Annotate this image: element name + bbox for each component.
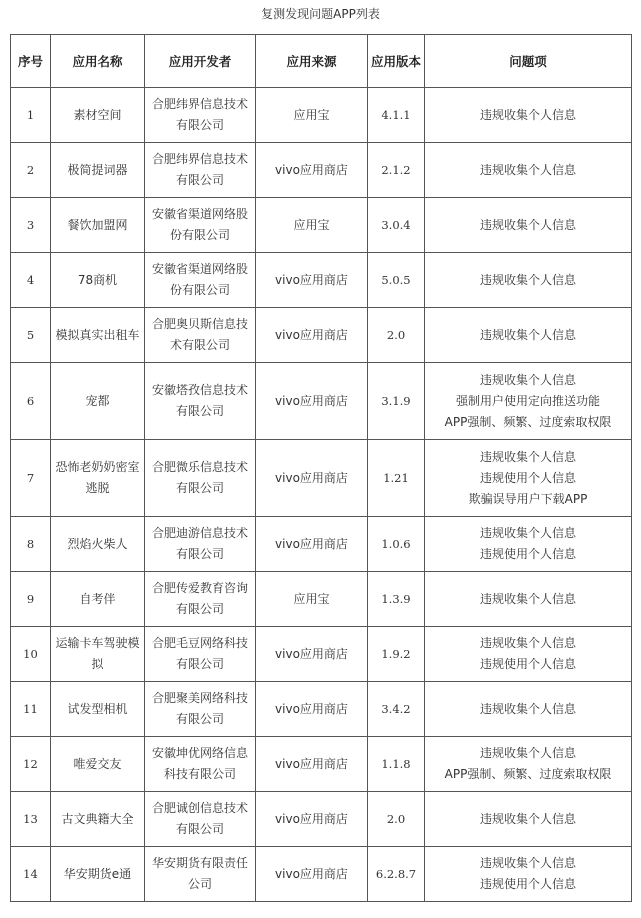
table-header-row <box>11 35 632 88</box>
cell-source: vivo应用商店 <box>256 682 368 737</box>
cell-no: 8 <box>11 517 51 572</box>
header-developer: 应用开发者 <box>145 35 256 88</box>
cell-source: vivo应用商店 <box>256 363 368 440</box>
cell-issues <box>425 440 632 517</box>
cell-no: 12 <box>11 737 51 792</box>
cell-source: vivo应用商店 <box>256 308 368 363</box>
cell-version: 6.2.8.7 <box>368 847 425 902</box>
cell-source: vivo应用商店 <box>256 847 368 902</box>
issue-item: 违规收集个人信息 <box>479 811 576 826</box>
cell-app-name: 模拟真实出租车 <box>51 308 145 363</box>
cell-no: 2 <box>11 143 51 198</box>
cell-developer: 安徽省渠道网络股份有限公司 <box>145 253 256 308</box>
table-row <box>11 792 632 847</box>
cell-issues <box>425 363 632 440</box>
issue-item: 违规收集个人信息 <box>479 217 576 232</box>
cell-no: 13 <box>11 792 51 847</box>
cell-source: vivo应用商店 <box>256 792 368 847</box>
table-row <box>11 440 632 517</box>
cell-issues <box>425 792 632 847</box>
cell-developer: 合肥微乐信息技术有限公司 <box>145 440 256 517</box>
cell-issues <box>425 572 632 627</box>
cell-no: 3 <box>11 198 51 253</box>
cell-version: 2.0 <box>368 308 425 363</box>
cell-app-name: 华安期货e通 <box>51 847 145 902</box>
cell-developer: 安徽塔孜信息技术有限公司 <box>145 363 256 440</box>
cell-developer: 安徽坤优网络信息科技有限公司 <box>145 737 256 792</box>
cell-source: vivo应用商店 <box>256 627 368 682</box>
issue-item: APP强制、频繁、过度索取权限 <box>444 414 612 429</box>
cell-source: vivo应用商店 <box>256 737 368 792</box>
issue-item: 违规收集个人信息 <box>479 591 576 606</box>
cell-version: 3.1.9 <box>368 363 425 440</box>
page-title: 复测发现问题APP列表 <box>261 7 380 21</box>
cell-issues <box>425 143 632 198</box>
issue-item: 违规收集个人信息 <box>479 526 576 540</box>
issue-item: 违规收集个人信息 <box>479 856 576 870</box>
cell-issues <box>425 198 632 253</box>
issue-item: 违规收集个人信息 <box>479 449 576 464</box>
header-no: 序号 <box>11 35 51 88</box>
cell-developer: 合肥纬界信息技术有限公司 <box>145 88 256 143</box>
table-row <box>11 682 632 737</box>
cell-source: 应用宝 <box>256 88 368 143</box>
cell-issues <box>425 737 632 792</box>
header-app-name: 应用名称 <box>51 35 145 88</box>
cell-developer: 安徽省渠道网络股份有限公司 <box>145 198 256 253</box>
cell-app-name: 宠都 <box>51 363 145 440</box>
cell-app-name: 78商机 <box>51 253 145 308</box>
issue-item: 违规收集个人信息 <box>479 701 576 716</box>
issue-item: 违规使用个人信息 <box>479 547 576 561</box>
issue-item: 强制用户使用定向推送功能 <box>455 393 600 408</box>
cell-issues <box>425 847 632 902</box>
cell-issues <box>425 682 632 737</box>
cell-source: 应用宝 <box>256 572 368 627</box>
table-row <box>11 517 632 572</box>
table-row <box>11 737 632 792</box>
cell-no: 10 <box>11 627 51 682</box>
app-list-table <box>10 34 632 902</box>
cell-source: vivo应用商店 <box>256 440 368 517</box>
issue-item: 违规收集个人信息 <box>479 372 576 387</box>
cell-issues <box>425 88 632 143</box>
header-source: 应用来源 <box>256 35 368 88</box>
cell-issues <box>425 253 632 308</box>
issue-item: 违规收集个人信息 <box>479 636 576 650</box>
cell-source: 应用宝 <box>256 198 368 253</box>
issue-item: 违规使用个人信息 <box>479 470 576 485</box>
table-row <box>11 198 632 253</box>
cell-version: 1.9.2 <box>368 627 425 682</box>
cell-developer: 华安期货有限责任公司 <box>145 847 256 902</box>
cell-version: 2.0 <box>368 792 425 847</box>
cell-app-name: 唯爱交友 <box>51 737 145 792</box>
cell-developer: 合肥奥贝斯信息技术有限公司 <box>145 308 256 363</box>
cell-version: 3.0.4 <box>368 198 425 253</box>
cell-developer: 合肥传爱教育咨询有限公司 <box>145 572 256 627</box>
cell-developer: 合肥聚美网络科技有限公司 <box>145 682 256 737</box>
cell-app-name: 素材空间 <box>51 88 145 143</box>
cell-developer: 合肥迪游信息技术有限公司 <box>145 517 256 572</box>
cell-version: 2.1.2 <box>368 143 425 198</box>
cell-app-name: 古文典籍大全 <box>51 792 145 847</box>
cell-app-name: 运输卡车驾驶模拟 <box>51 627 145 682</box>
cell-no: 6 <box>11 363 51 440</box>
table-row <box>11 847 632 902</box>
cell-version: 1.21 <box>368 440 425 517</box>
issue-item: 违规使用个人信息 <box>479 657 576 671</box>
issue-item: 违规收集个人信息 <box>479 327 576 342</box>
cell-no: 4 <box>11 253 51 308</box>
cell-developer: 合肥毛豆网络科技有限公司 <box>145 627 256 682</box>
cell-app-name: 餐饮加盟网 <box>51 198 145 253</box>
table-row <box>11 363 632 440</box>
cell-source: vivo应用商店 <box>256 143 368 198</box>
cell-no: 1 <box>11 88 51 143</box>
issue-item: 欺骗误导用户下载APP <box>468 491 588 506</box>
cell-no: 14 <box>11 847 51 902</box>
issue-item: APP强制、频繁、过度索取权限 <box>444 767 612 781</box>
cell-version: 3.4.2 <box>368 682 425 737</box>
cell-no: 11 <box>11 682 51 737</box>
header-issues: 问题项 <box>425 35 632 88</box>
table-row <box>11 627 632 682</box>
cell-issues <box>425 308 632 363</box>
cell-app-name: 试发型相机 <box>51 682 145 737</box>
cell-source: vivo应用商店 <box>256 517 368 572</box>
cell-version: 1.3.9 <box>368 572 425 627</box>
cell-source: vivo应用商店 <box>256 253 368 308</box>
cell-developer: 合肥纬界信息技术有限公司 <box>145 143 256 198</box>
issue-item: 违规收集个人信息 <box>479 746 576 760</box>
cell-app-name: 自考伴 <box>51 572 145 627</box>
cell-developer: 合肥诚创信息技术有限公司 <box>145 792 256 847</box>
issue-item: 违规使用个人信息 <box>479 877 576 891</box>
cell-no: 5 <box>11 308 51 363</box>
issue-item: 违规收集个人信息 <box>479 272 576 287</box>
cell-no: 7 <box>11 440 51 517</box>
table-row <box>11 253 632 308</box>
table-row <box>11 143 632 198</box>
issue-item: 违规收集个人信息 <box>479 107 576 122</box>
cell-version: 1.1.8 <box>368 737 425 792</box>
cell-no: 9 <box>11 572 51 627</box>
table-row <box>11 572 632 627</box>
cell-issues <box>425 627 632 682</box>
table-row <box>11 88 632 143</box>
header-version: 应用版本 <box>368 35 425 88</box>
issue-item: 违规收集个人信息 <box>479 162 576 177</box>
table-row <box>11 308 632 363</box>
cell-app-name: 烈焰火柴人 <box>51 517 145 572</box>
cell-version: 5.0.5 <box>368 253 425 308</box>
cell-version: 1.0.6 <box>368 517 425 572</box>
cell-app-name: 恐怖老奶奶密室逃脱 <box>51 440 145 517</box>
cell-app-name: 极简提词器 <box>51 143 145 198</box>
cell-version: 4.1.1 <box>368 88 425 143</box>
cell-issues <box>425 517 632 572</box>
